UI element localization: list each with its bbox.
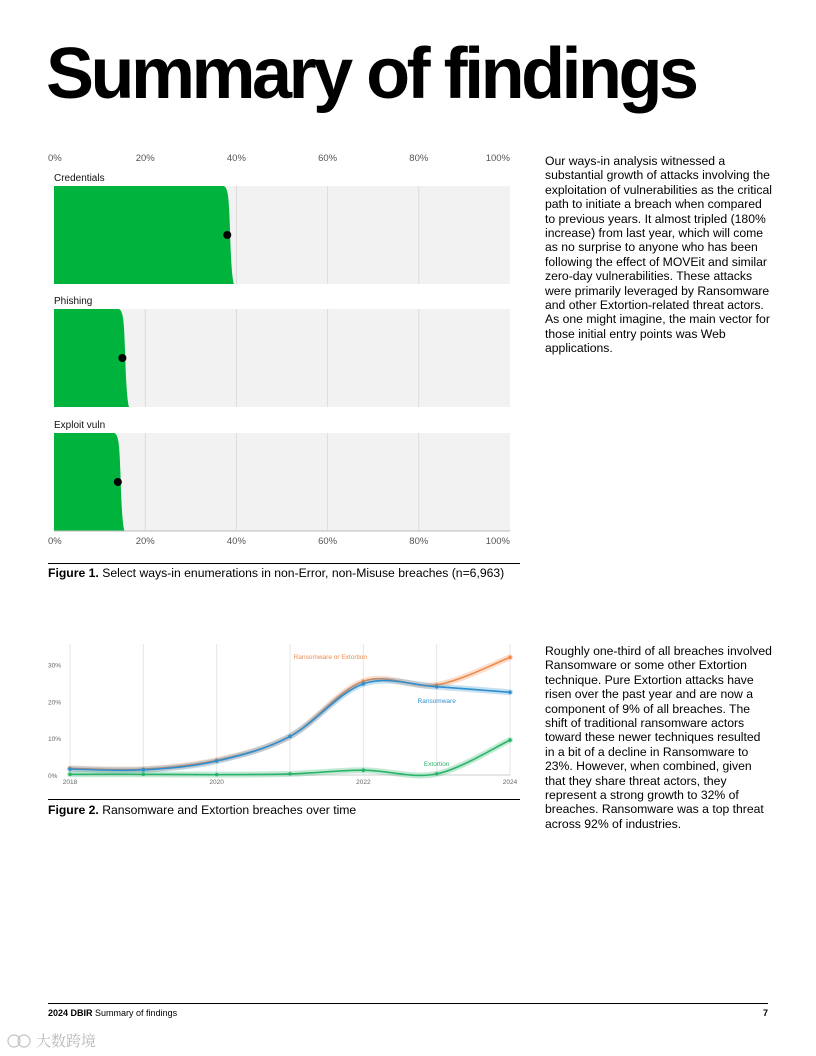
x-tick-top: 40% bbox=[226, 153, 246, 164]
x-tick-label: 2020 bbox=[209, 779, 224, 786]
figure-2-label: Figure 2. bbox=[48, 803, 99, 817]
series-point bbox=[362, 768, 366, 772]
x-tick-label: 2024 bbox=[502, 779, 518, 786]
series-point bbox=[288, 772, 292, 776]
series-point bbox=[435, 772, 439, 776]
x-tick-top: 20% bbox=[135, 153, 155, 164]
series-point bbox=[68, 767, 72, 771]
series-point bbox=[288, 735, 292, 739]
series-point bbox=[68, 772, 72, 776]
footer-title bbox=[48, 1008, 177, 1018]
figure-2-caption bbox=[48, 803, 518, 817]
distribution-slab bbox=[54, 309, 129, 407]
figure-1-chart bbox=[40, 148, 526, 550]
point-estimate bbox=[114, 478, 122, 486]
x-tick-bottom: 40% bbox=[226, 536, 246, 547]
findings-paragraph-1: Our ways-in analysis witnessed a substantial growth of attacks involving the exploitation of vulnerabilities as the critical path to initiate a breach when compared to previous years. It almost tripled (180% increase) from last year, which will come as no surprise to anyone who has been following the effect of MOVEit and similar zero-day vulnerabilities. These attacks were primarily leveraged by Ransomware and other Extortion-related threat actors. As one might imagine, the main vector for those initial entry points was Web applications. bbox=[545, 154, 772, 356]
series-label: Ransomware or Extortion bbox=[293, 654, 368, 662]
footer-report-name: 2024 DBIR bbox=[48, 1008, 93, 1018]
distribution-slab bbox=[54, 186, 234, 284]
figure-1-label: Figure 1. bbox=[48, 566, 99, 580]
figure-2-rule bbox=[48, 799, 520, 800]
y-tick-label: 0% bbox=[48, 773, 58, 780]
x-tick-bottom: 0% bbox=[48, 536, 62, 547]
findings-paragraph-2: Roughly one-third of all breaches involved Ransomware or some other Extortion technique. Pure Extortion attacks have risen over the past year and are now a component of 9% of all breaches. The shift of traditional ransomware actors toward these newer techniques resulted in a bit of a decline in Ransomware to 23%. However, when combined, given that they share threat actors, they represent a strong growth to 32% of breaches. Ransomware was a top threat across 92% of industries. bbox=[545, 644, 772, 831]
panel-label: Exploit vuln bbox=[54, 420, 106, 431]
series-point bbox=[215, 759, 219, 763]
series-point bbox=[362, 682, 366, 686]
x-tick-bottom: 80% bbox=[409, 536, 429, 547]
x-tick-bottom: 60% bbox=[318, 536, 338, 547]
series-label: Ransomware bbox=[417, 697, 456, 705]
series-label: Extortion bbox=[423, 761, 450, 769]
figure-1-caption bbox=[48, 566, 518, 580]
series-point bbox=[508, 656, 512, 660]
x-tick-label: 2022 bbox=[356, 779, 371, 786]
figure-1-rule bbox=[48, 563, 520, 564]
footer-section-name: Summary of findings bbox=[95, 1008, 178, 1018]
y-tick-label: 30% bbox=[48, 662, 62, 670]
point-estimate bbox=[223, 231, 231, 239]
figure-2-caption-text: Ransomware and Extortion breaches over time bbox=[102, 803, 357, 817]
x-tick-top: 80% bbox=[409, 153, 429, 164]
x-tick-bottom: 20% bbox=[135, 536, 155, 547]
figure-1-caption-text: Select ways-in enumerations in non-Error, non-Misuse breaches (n=6,963) bbox=[102, 566, 505, 580]
y-tick-label: 20% bbox=[48, 699, 62, 707]
point-estimate bbox=[118, 354, 126, 362]
x-tick-label: 2018 bbox=[62, 779, 78, 786]
watermark-logo bbox=[4, 1029, 114, 1051]
series-point bbox=[215, 773, 219, 777]
x-tick-top: 60% bbox=[318, 153, 338, 164]
panel-label: Credentials bbox=[54, 173, 105, 184]
series-point bbox=[142, 772, 146, 776]
footer-rule bbox=[48, 1003, 768, 1004]
x-tick-top: 0% bbox=[48, 153, 62, 164]
series-point bbox=[142, 768, 146, 772]
x-tick-bottom: 100% bbox=[485, 536, 510, 547]
series-point bbox=[435, 685, 439, 689]
panel-background bbox=[54, 433, 510, 531]
page-number: 7 bbox=[762, 1008, 768, 1018]
series-point bbox=[508, 738, 512, 742]
y-tick-label: 10% bbox=[48, 736, 62, 744]
x-tick-top: 100% bbox=[485, 153, 510, 164]
figure-2-chart bbox=[40, 640, 526, 794]
panel-label: Phishing bbox=[54, 296, 93, 307]
page-title: Summary of findings bbox=[46, 34, 696, 114]
watermark-text: 大数跨境 bbox=[36, 1033, 97, 1050]
series-point bbox=[508, 690, 512, 694]
